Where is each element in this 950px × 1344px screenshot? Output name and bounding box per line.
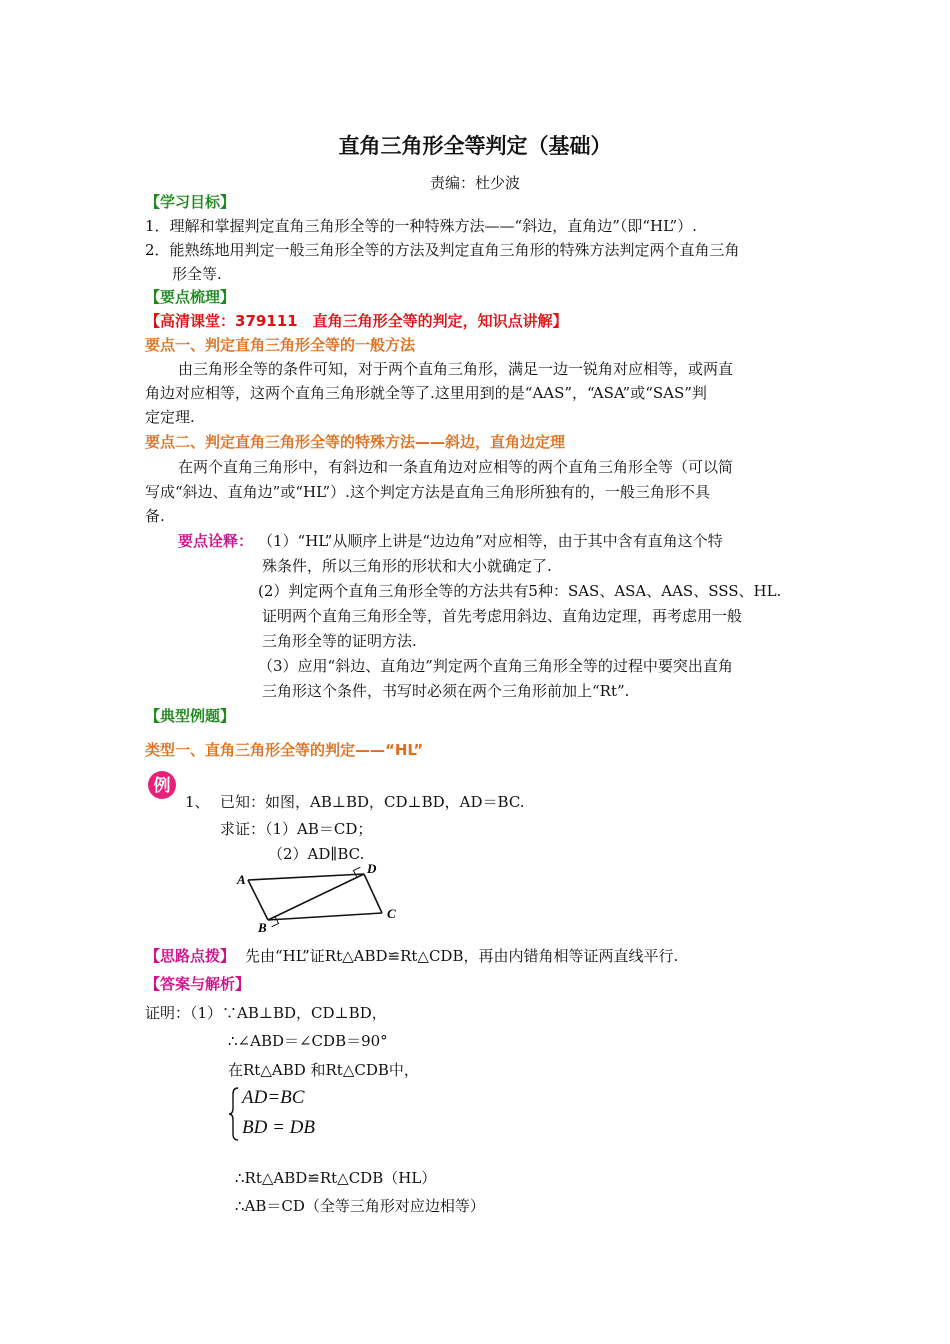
note-line-4: 证明两个直角三角形全等，首先考虑用斜边、直角边定理，再考虑用一般 [262, 607, 743, 625]
point1-line-3: 定定理. [145, 408, 195, 426]
note-label: 要点诠释： [178, 532, 254, 550]
parallelogram-figure [232, 860, 407, 935]
type1-heading: 类型一、直角三角形全等的判定——“HL” [145, 741, 424, 759]
equation-2: BD = DB [242, 1117, 315, 1138]
example-number: 1、 [185, 793, 210, 811]
hint-label: 【思路点拨】 [145, 947, 236, 965]
segment-bd [268, 874, 364, 920]
equation-1: AD=BC [242, 1087, 305, 1108]
hint-text: 先由“HL”证Rt△ABD≌Rt△CDB，再由内错角相等证两直线平行. [245, 947, 679, 965]
proof-line-5: ∴AB＝CD（全等三角形对应边相等） [235, 1197, 485, 1215]
point2-heading: 要点二、判定直角三角形全等的特殊方法——斜边，直角边定理 [145, 433, 566, 451]
answer-label: 【答案与解析】 [145, 975, 251, 993]
section-points-heading: 【要点梳理】 [145, 288, 236, 306]
example-given: 已知：如图，AB⊥BD，CD⊥BD，AD＝BC. [220, 793, 525, 811]
segment-ab [248, 880, 268, 920]
note-line-2: 殊条件，所以三角形的形状和大小就确定了. [262, 557, 552, 575]
point2-line-1: 在两个直角三角形中，有斜边和一条直角边对应相等的两个直角三角形全等（可以简 [178, 458, 734, 476]
point1-line-1: 由三角形全等的条件可知，对于两个直角三角形，满足一边一锐角对应相等，或两直 [178, 360, 734, 378]
point2-line-3: 备. [145, 507, 165, 525]
example-prove-1: 求证：（1）AB＝CD； [220, 820, 373, 838]
label-d: D [367, 861, 377, 876]
label-c: C [387, 906, 396, 921]
note-line-5: 三角形全等的证明方法. [262, 632, 417, 650]
note-line-6: （3）应用“斜边、直角边”判定两个直角三角形全等的过程中要突出直角 [258, 657, 733, 675]
note-line-3: (2）判定两个直角三角形全等的方法共有5种：SAS、ASA、AAS、SSS、HL. [258, 582, 782, 600]
author-line: 责编：杜少波 [429, 174, 520, 192]
section-examples-heading: 【典型例题】 [145, 707, 236, 725]
example-prove-2: （2）AD∥BC. [268, 845, 365, 863]
point2-line-2: 写成“斜边、直角边”或“HL”）.这个判定方法是直角三角形所独有的，一般三角形不具 [145, 483, 710, 501]
goal-1: 1．理解和掌握判定直角三角形全等的一种特殊方法——“斜边，直角边”（即“HL”）. [145, 217, 697, 235]
example-badge-text: 例 [153, 776, 171, 796]
example-badge-icon [147, 770, 177, 800]
note-line-1: （1）“HL”从顺序上讲是“边边角”对应相等，由于其中含有直角这个特 [258, 532, 723, 550]
label-a: A [237, 872, 246, 887]
note-line-7: 三角形这个条件，书写时必须在两个三角形前加上“Rt”. [262, 682, 630, 700]
proof-line-3: 在Rt△ABD 和Rt△CDB中， [228, 1061, 419, 1079]
proof-line-2: ∴∠ABD＝∠CDB＝90° [228, 1032, 388, 1050]
point1-heading: 要点一、判定直角三角形全等的一般方法 [145, 336, 416, 354]
left-brace-icon [228, 1086, 240, 1142]
goal-2-cont: 形全等. [172, 265, 222, 283]
proof-line-1: 证明：（1）∵AB⊥BD，CD⊥BD， [145, 1004, 387, 1022]
section-goals-heading: 【学习目标】 [145, 193, 236, 211]
video-link[interactable]: 【高清课堂：379111 直角三角形全等的判定，知识点讲解】 [145, 312, 568, 330]
proof-line-4: ∴Rt△ABD≌Rt△CDB（HL） [235, 1169, 437, 1187]
segment-ad [248, 874, 364, 880]
goal-2: 2．能熟练地用判定一般三角形全等的方法及判定直角三角形的特殊方法判定两个直角三角 [145, 241, 740, 259]
point1-line-2: 角边对应相等，这两个直角三角形就全等了.这里用到的是“AAS”，“ASA”或“SAS”判 [145, 384, 707, 402]
segment-dc [364, 874, 382, 913]
label-b: B [258, 920, 267, 935]
page-title: 直角三角形全等判定（基础） [338, 134, 612, 158]
segment-bc [268, 913, 382, 920]
